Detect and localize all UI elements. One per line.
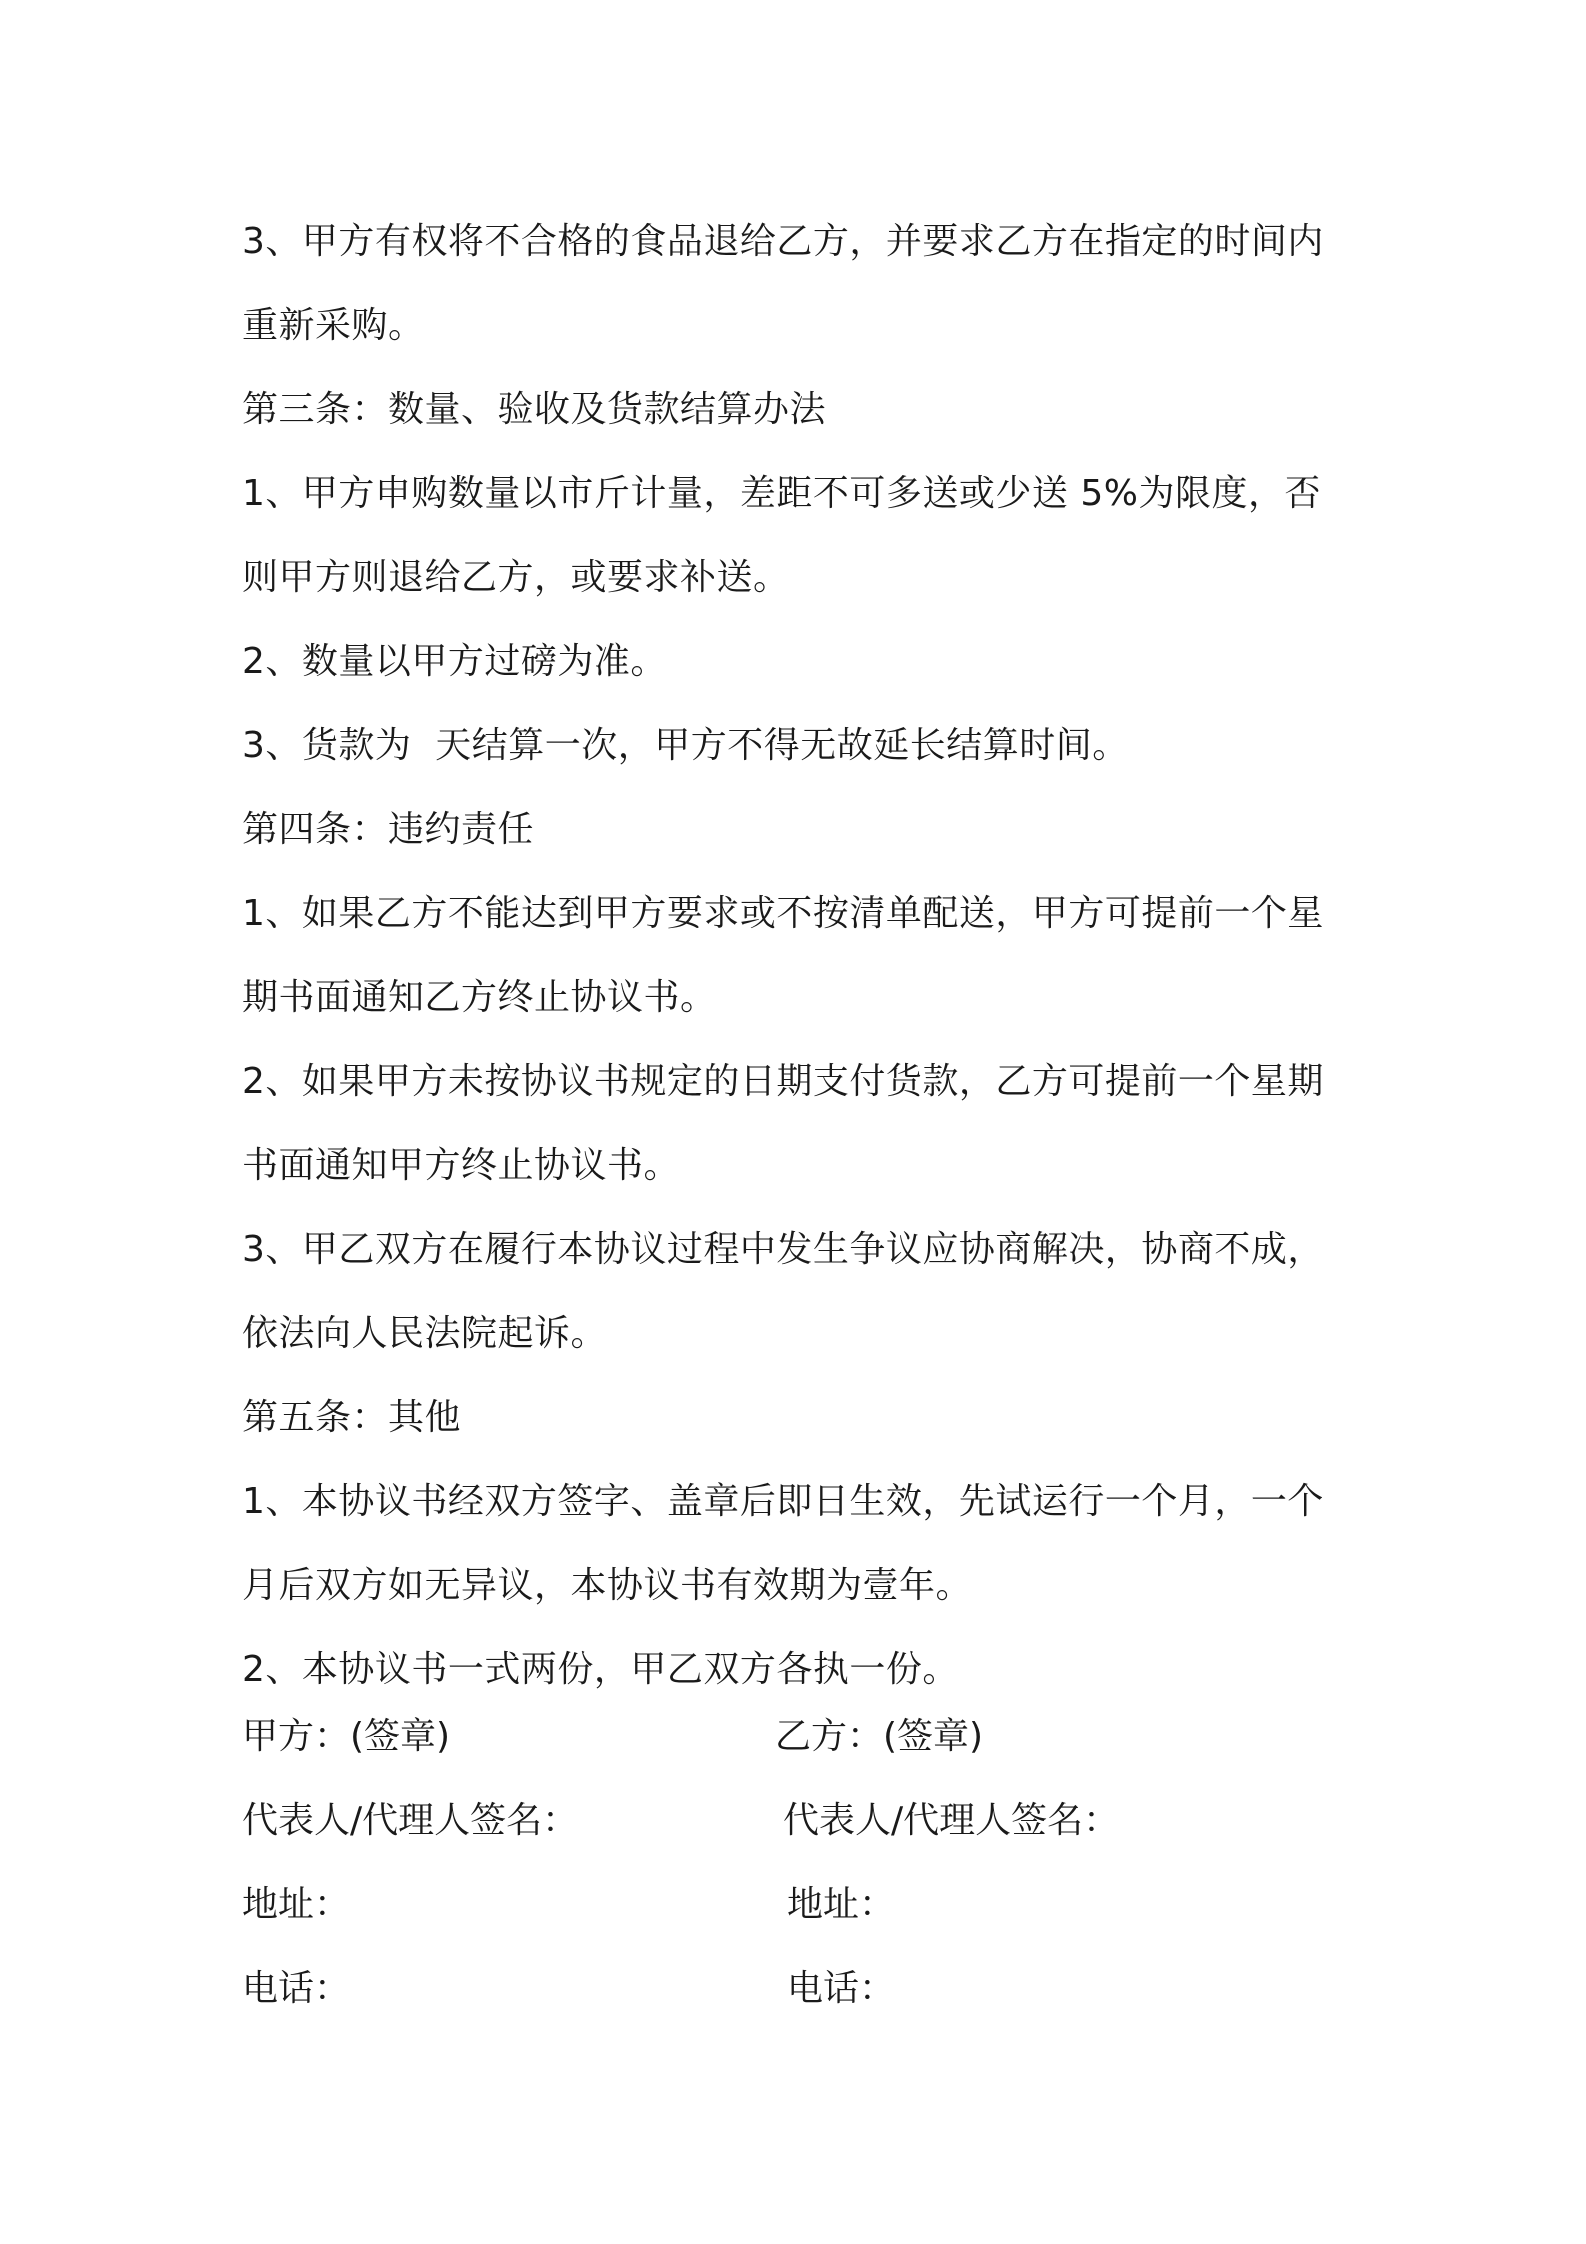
party-a-phone: 电话： bbox=[242, 1968, 351, 2009]
contract-body bbox=[242, 200, 1362, 1712]
clause-line: 2、数量以甲方过磅为准。 bbox=[242, 641, 667, 682]
party-b-phone: 电话： bbox=[787, 1968, 896, 2009]
clause-line: 依法向人民法院起诉。 bbox=[242, 1313, 608, 1354]
party-b-address: 地址： bbox=[787, 1884, 896, 1925]
clause-line: 则甲方则退给乙方，或要求补送。 bbox=[242, 557, 790, 598]
clause-line: 3、货款为 天结算一次，甲方不得无故延长结算时间。 bbox=[242, 725, 1129, 766]
clause-line: 2、本协议书一式两份，甲乙双方各执一份。 bbox=[242, 1649, 959, 1690]
article-heading: 第三条：数量、验收及货款结算办法 bbox=[242, 389, 827, 430]
signature-row-address bbox=[242, 1863, 1362, 1947]
clause-line: 1、甲方申购数量以市斤计量，差距不可多送或少送 5%为限度，否 bbox=[242, 473, 1321, 514]
clause-line: 重新采购。 bbox=[242, 305, 425, 346]
signature-row-representative bbox=[242, 1779, 1362, 1863]
party-a-representative: 代表人/代理人签名： bbox=[242, 1800, 579, 1841]
clause-line: 3、甲方有权将不合格的食品退给乙方，并要求乙方在指定的时间内 bbox=[242, 221, 1324, 262]
clause-line: 1、如果乙方不能达到甲方要求或不按清单配送，甲方可提前一个星 bbox=[242, 893, 1324, 934]
clause-line: 期书面通知乙方终止协议书。 bbox=[242, 977, 717, 1018]
signature-block bbox=[242, 1695, 1362, 2031]
clause-line: 书面通知甲方终止协议书。 bbox=[242, 1145, 681, 1186]
clause-line: 1、本协议书经双方签字、盖章后即日生效，先试运行一个月，一个 bbox=[242, 1481, 1324, 1522]
signature-row-phone bbox=[242, 1947, 1362, 2031]
clause-line: 2、如果甲方未按协议书规定的日期支付货款，乙方可提前一个星期 bbox=[242, 1061, 1324, 1102]
clause-line: 3、甲乙双方在履行本协议过程中发生争议应协商解决，协商不成， bbox=[242, 1229, 1324, 1270]
party-b-representative: 代表人/代理人签名： bbox=[783, 1800, 1120, 1841]
party-b-seal: 乙方：(签章) bbox=[775, 1716, 984, 1757]
clause-line: 月后双方如无异议，本协议书有效期为壹年。 bbox=[242, 1565, 973, 1606]
article-heading: 第四条：违约责任 bbox=[242, 809, 535, 850]
party-a-seal: 甲方：(签章) bbox=[242, 1716, 451, 1757]
party-a-address: 地址： bbox=[242, 1884, 351, 1925]
signature-row-seal bbox=[242, 1695, 1362, 1779]
article-heading: 第五条：其他 bbox=[242, 1397, 462, 1438]
